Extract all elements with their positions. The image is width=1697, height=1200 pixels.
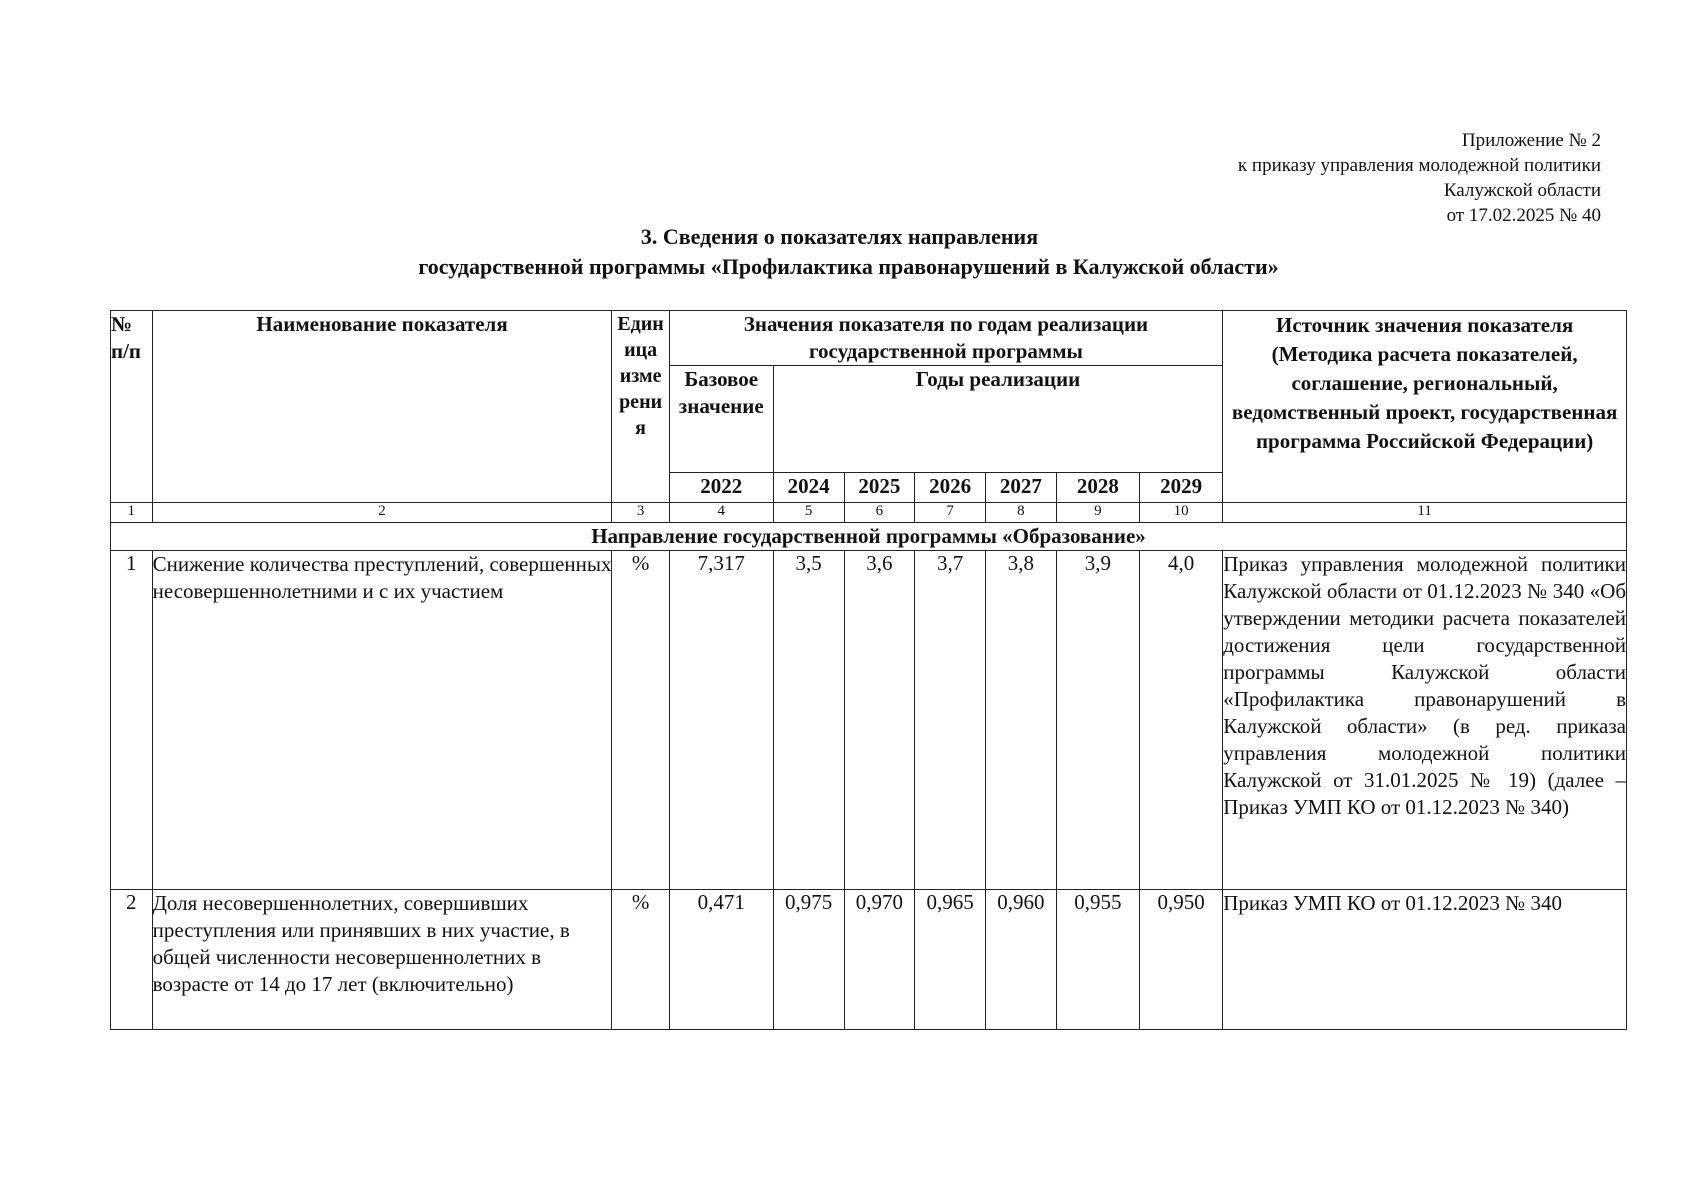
row-unit: % bbox=[612, 890, 669, 1030]
row-value: 0,975 bbox=[773, 890, 844, 1030]
header-name: Наименование показателя bbox=[152, 311, 612, 503]
row-unit: % bbox=[612, 551, 669, 890]
row-value: 3,6 bbox=[844, 551, 915, 890]
header-base-year: 2022 bbox=[669, 473, 773, 503]
row-value: 0,960 bbox=[986, 890, 1057, 1030]
column-number: 1 bbox=[111, 503, 153, 523]
row-value: 0,950 bbox=[1139, 890, 1222, 1030]
row-value: 4,0 bbox=[1139, 551, 1222, 890]
appendix-line-3: Калужской области bbox=[1443, 180, 1601, 201]
column-number: 2 bbox=[152, 503, 612, 523]
column-number: 7 bbox=[915, 503, 986, 523]
column-number: 11 bbox=[1223, 503, 1627, 523]
column-number: 8 bbox=[986, 503, 1057, 523]
header-year: 2026 bbox=[915, 473, 986, 503]
header-base: Базовое значение bbox=[669, 366, 773, 473]
row-base-value: 7,317 bbox=[669, 551, 773, 890]
row-base-value: 0,471 bbox=[669, 890, 773, 1030]
column-number: 9 bbox=[1056, 503, 1139, 523]
row-value: 0,955 bbox=[1056, 890, 1139, 1030]
header-num: № п/п bbox=[111, 311, 153, 503]
appendix-line-1: Приложение № 2 bbox=[1461, 130, 1601, 151]
row-value: 0,965 bbox=[915, 890, 986, 1030]
table-row bbox=[111, 551, 1627, 890]
appendix-header bbox=[1238, 128, 1601, 228]
table-row bbox=[111, 890, 1627, 1030]
row-num: 2 bbox=[111, 890, 153, 1030]
row-num: 1 bbox=[111, 551, 153, 890]
header-year: 2028 bbox=[1056, 473, 1139, 503]
header-values-group: Значения показателя по годам реализации государственной программы bbox=[669, 311, 1223, 366]
column-number: 5 bbox=[773, 503, 844, 523]
appendix-line-2: к приказу управления молодежной политики bbox=[1237, 155, 1601, 176]
title-line-2: государственной программы «Профилактика правонарушений в Калужской области» bbox=[418, 254, 1279, 279]
header-year: 2025 bbox=[844, 473, 915, 503]
row-value: 3,5 bbox=[773, 551, 844, 890]
row-value: 3,8 bbox=[986, 551, 1057, 890]
row-name: Снижение количества преступлений, совершенных несовершеннолетними и с их участием bbox=[152, 551, 612, 890]
row-value: 0,970 bbox=[844, 890, 915, 1030]
indicators-table bbox=[110, 310, 1627, 1030]
row-value: 3,7 bbox=[915, 551, 986, 890]
section-title: Направление государственной программы «Образование» bbox=[111, 523, 1627, 551]
appendix-line-4: от 17.02.2025 № 40 bbox=[1446, 205, 1601, 226]
column-number: 6 bbox=[844, 503, 915, 523]
row-source: Приказ УМП КО от 01.12.2023 № 340 bbox=[1223, 890, 1627, 1030]
row-source: Приказ управления молодежной политики Калужской области от 01.12.2023 № 340 «Об утверждении методики расчета показателей достижения цели государственной программы Калужской области «Профилактика правонарушений в Калужской области» (в ред. приказа управления молодежной политики Калужской от 31.01.2025 № 19) (далее – Приказ УМП КО от 01.12.2023 № 340) bbox=[1223, 551, 1627, 890]
row-name: Доля несовершеннолетних, совершивших преступления или принявших в них участие, в общей численности несовершеннолетних в возрасте от 14 до 17 лет (включительно) bbox=[152, 890, 612, 1030]
title-line-1: 3. Сведения о показателях направления bbox=[640, 224, 1039, 249]
header-year: 2024 bbox=[773, 473, 844, 503]
header-unit: Един ица изме рени я bbox=[612, 311, 669, 503]
column-number: 4 bbox=[669, 503, 773, 523]
column-number: 3 bbox=[612, 503, 669, 523]
column-number: 10 bbox=[1139, 503, 1222, 523]
column-number-row bbox=[111, 503, 1627, 523]
document-title bbox=[0, 222, 1697, 282]
header-year: 2029 bbox=[1139, 473, 1222, 503]
header-years-group: Годы реализации bbox=[773, 366, 1223, 473]
header-source: Источник значения показателя (Методика расчета показателей, соглашение, региональный, ведомственный проект, государственная программа Российской Федерации) bbox=[1223, 311, 1627, 503]
row-value: 3,9 bbox=[1056, 551, 1139, 890]
header-year: 2027 bbox=[986, 473, 1057, 503]
